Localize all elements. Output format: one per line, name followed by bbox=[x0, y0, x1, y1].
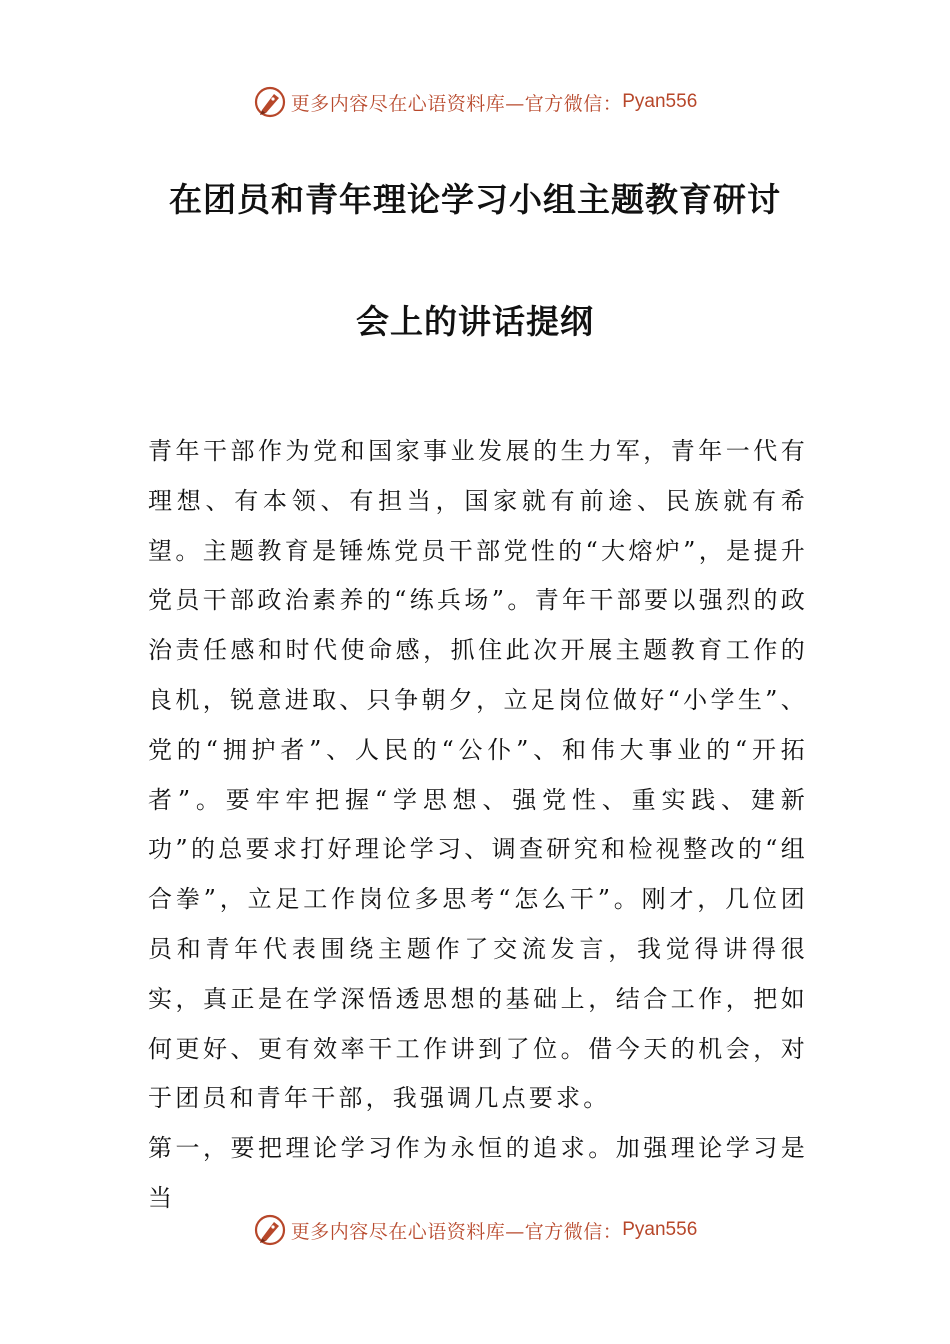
footer-banner-text: 更多内容尽在心语资料库—官方微信： bbox=[290, 1220, 623, 1243]
header-wechat-id: Pyan556 bbox=[622, 91, 698, 112]
footer-banner bbox=[0, 1210, 950, 1250]
footer-wechat-id: Pyan556 bbox=[622, 1219, 698, 1240]
header-banner bbox=[0, 82, 950, 122]
title-line-1: 在团员和青年理论学习小组主题教育研讨 bbox=[169, 180, 781, 219]
pen-nib-circle-icon bbox=[253, 1213, 287, 1247]
document-body bbox=[148, 427, 808, 1224]
pen-nib-circle-icon bbox=[253, 85, 287, 119]
paragraph-intro: 青年干部作为党和国家事业发展的生力军，青年一代有理想、有本领、有担当，国家就有前途、民族就有希望。主题教育是锤炼党员干部党性的“大熔炉”，是提升党员干部政治素养的“练兵场”。青年干部要以强烈的政治责任感和时代使命感，抓住此次开展主题教育工作的良机，锐意进取、只争朝夕，立足岗位做好“小学生”、党的“拥护者”、人民的“公仆”、和伟大事业的“开拓者”。要牢牢把握“学思想、强党性、重实践、建新功”的总要求打好理论学习、调查研究和检视整改的“组合拳”，立足工作岗位多思考“怎么干”。刚才，几位团员和青年代表围绕主题作了交流发言，我觉得讲得很实，真正是在学深悟透思想的基础上，结合工作，把如何更好、更有效率干工作讲到了位。借今天的机会，对于团员和青年干部，我强调几点要求。 bbox=[148, 437, 808, 1113]
paragraph-first-point: 第一，要把理论学习作为永恒的追求。加强理论学习是当 bbox=[148, 1134, 808, 1212]
header-banner-text: 更多内容尽在心语资料库—官方微信： bbox=[290, 92, 623, 115]
title-line-2: 会上的讲话提纲 bbox=[356, 302, 594, 341]
